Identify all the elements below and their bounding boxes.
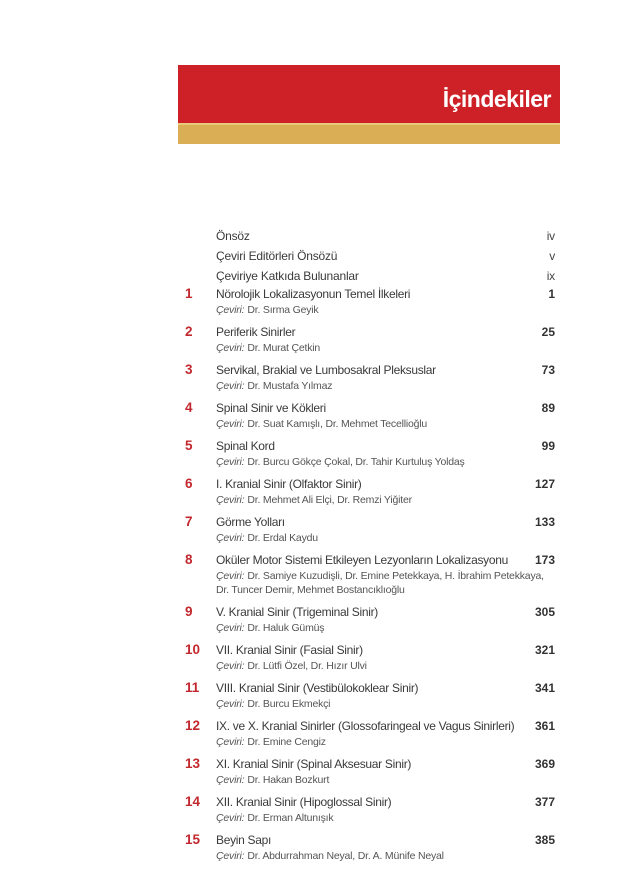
page-title: İçindekiler xyxy=(442,85,551,112)
translator-names: Dr. Mehmet Ali Elçi, Dr. Remzi Yiğiter xyxy=(247,494,412,506)
front-matter-page-number: v xyxy=(549,249,555,263)
translator-label: Çeviri: xyxy=(216,622,245,634)
chapter-number: 11 xyxy=(185,680,200,695)
chapter-number: 3 xyxy=(185,362,193,377)
chapter-entry xyxy=(185,362,555,393)
chapter-number: 12 xyxy=(185,718,201,733)
chapter-entry xyxy=(185,794,555,825)
chapter-page-number: 25 xyxy=(541,325,555,339)
translator-label: Çeviri: xyxy=(216,380,245,392)
chapter-title: Spinal Sinir ve Kökleri xyxy=(216,401,326,415)
chapter-translator-line xyxy=(216,493,555,507)
chapter-entry xyxy=(185,286,555,317)
translator-names: Dr. Burcu Gökçe Çokal, Dr. Tahir Kurtuluş Yoldaş xyxy=(247,456,465,468)
chapter-translator-line xyxy=(216,531,555,545)
header-red-bar xyxy=(178,65,560,123)
chapter-translator-line xyxy=(216,659,555,673)
chapter-title-row xyxy=(185,756,555,772)
translator-names: Dr. Suat Kamışlı, Dr. Mehmet Tecellioğlu xyxy=(247,418,428,430)
chapter-entry xyxy=(185,832,555,863)
chapter-title: XI. Kranial Sinir (Spinal Aksesuar Sinir) xyxy=(216,757,412,771)
chapter-page-number: 89 xyxy=(541,401,555,415)
front-matter-page-number: ix xyxy=(546,269,555,283)
chapter-number: 2 xyxy=(185,324,193,339)
translator-names: Dr. Sırma Geyik xyxy=(247,304,319,316)
toc-list xyxy=(185,226,555,870)
translator-names: Dr. Abdurrahman Neyal, Dr. A. Münife Neyal xyxy=(247,850,444,862)
chapter-title-row xyxy=(185,832,555,848)
chapter-title: VII. Kranial Sinir (Fasial Sinir) xyxy=(216,643,363,657)
chapter-entry xyxy=(185,476,555,507)
chapter-title-row xyxy=(185,794,555,810)
translator-names: Dr. Erdal Kaydu xyxy=(247,532,318,544)
chapter-page-number: 127 xyxy=(534,477,555,491)
chapter-number: 4 xyxy=(185,400,193,415)
translator-label: Çeviri: xyxy=(216,570,245,582)
chapter-title: Spinal Kord xyxy=(216,439,275,453)
chapter-page-number: 99 xyxy=(541,439,555,453)
translator-label: Çeviri: xyxy=(216,456,245,468)
chapter-translator-line xyxy=(216,417,555,431)
chapter-translator-line xyxy=(216,621,555,635)
chapter-page-number: 321 xyxy=(534,643,555,657)
chapter-translator-line xyxy=(216,569,555,597)
chapter-translator-line xyxy=(216,697,555,711)
chapter-title-row xyxy=(185,476,555,492)
front-matter-page-number: iv xyxy=(546,229,555,243)
chapter-entry xyxy=(185,604,555,635)
header-gold-bar xyxy=(178,123,560,144)
chapter-title: IX. ve X. Kranial Sinirler (Glossofaringeal ve Vagus Sinirleri) xyxy=(216,719,515,733)
chapter-translator-line xyxy=(216,455,555,469)
chapter-number: 8 xyxy=(185,552,193,567)
chapter-title: XII. Kranial Sinir (Hipoglossal Sinir) xyxy=(216,795,392,809)
translator-label: Çeviri: xyxy=(216,532,245,544)
translator-label: Çeviri: xyxy=(216,736,245,748)
chapter-title: VIII. Kranial Sinir (Vestibülokoklear Sinir) xyxy=(216,681,419,695)
chapter-title: Görme Yolları xyxy=(216,515,285,529)
front-matter-section xyxy=(185,226,555,286)
chapters-section xyxy=(185,286,555,863)
translator-label: Çeviri: xyxy=(216,494,245,506)
front-matter-row xyxy=(216,266,555,286)
chapter-title: I. Kranial Sinir (Olfaktor Sinir) xyxy=(216,477,362,491)
chapter-page-number: 1 xyxy=(548,287,555,301)
chapter-title-row xyxy=(185,286,555,302)
translator-label: Çeviri: xyxy=(216,418,245,430)
chapter-entry xyxy=(185,438,555,469)
chapter-entry xyxy=(185,514,555,545)
chapter-title: Oküler Motor Sistemi Etkileyen Lezyonların Lokalizasyonu xyxy=(216,553,509,567)
translator-names: Dr. Mustafa Yılmaz xyxy=(247,380,333,392)
translator-names: Dr. Haluk Gümüş xyxy=(247,622,325,634)
chapter-number: 10 xyxy=(185,642,201,657)
chapter-entry xyxy=(185,718,555,749)
front-matter-label: Çeviriye Katkıda Bulunanlar xyxy=(216,269,359,283)
chapter-number: 15 xyxy=(185,832,201,847)
chapter-translator-line xyxy=(216,303,555,317)
chapter-number: 6 xyxy=(185,476,193,491)
translator-names: Dr. Erman Altunışık xyxy=(247,812,334,824)
translator-names: Dr. Hakan Bozkurt xyxy=(247,774,330,786)
chapter-page-number: 369 xyxy=(534,757,555,771)
chapter-title-row xyxy=(185,362,555,378)
chapter-translator-line xyxy=(216,735,555,749)
chapter-translator-line xyxy=(216,379,555,393)
chapter-title: Nörolojik Lokalizasyonun Temel İlkeleri xyxy=(216,287,411,301)
chapter-title-row xyxy=(185,324,555,340)
translator-names: Dr. Lütfi Özel, Dr. Hızır Ulvi xyxy=(247,660,367,672)
chapter-entry xyxy=(185,756,555,787)
chapter-number: 1 xyxy=(185,286,193,301)
chapter-page-number: 377 xyxy=(534,795,555,809)
chapter-title-row xyxy=(185,718,555,734)
chapter-page-number: 305 xyxy=(534,605,555,619)
chapter-entry xyxy=(185,400,555,431)
chapter-page-number: 385 xyxy=(534,833,555,847)
chapter-entry xyxy=(185,680,555,711)
chapter-page-number: 341 xyxy=(534,681,555,695)
chapter-title-row xyxy=(185,552,555,568)
translator-label: Çeviri: xyxy=(216,342,245,354)
chapter-title-row xyxy=(185,400,555,416)
chapter-number: 13 xyxy=(185,756,201,771)
chapter-page-number: 173 xyxy=(534,553,555,567)
chapter-page-number: 361 xyxy=(534,719,555,733)
translator-label: Çeviri: xyxy=(216,774,245,786)
translator-label: Çeviri: xyxy=(216,304,245,316)
translator-label: Çeviri: xyxy=(216,660,245,672)
front-matter-label: Çeviri Editörleri Önsözü xyxy=(216,249,338,263)
chapter-number: 5 xyxy=(185,438,193,453)
chapter-entry xyxy=(185,552,555,597)
chapter-number: 9 xyxy=(185,604,193,619)
chapter-title-row xyxy=(185,514,555,530)
chapter-title-row xyxy=(185,680,555,696)
front-matter-row xyxy=(216,246,555,266)
chapter-page-number: 133 xyxy=(534,515,555,529)
chapter-title-row xyxy=(185,642,555,658)
chapter-number: 7 xyxy=(185,514,193,529)
translator-names: Dr. Murat Çetkin xyxy=(247,342,321,354)
translator-names: Dr. Emine Cengiz xyxy=(247,736,326,748)
chapter-title: Periferik Sinirler xyxy=(216,325,296,339)
chapter-title-row xyxy=(185,438,555,454)
translator-names: Dr. Burcu Ekmekçi xyxy=(247,698,331,710)
translator-label: Çeviri: xyxy=(216,698,245,710)
translator-label: Çeviri: xyxy=(216,850,245,862)
chapter-title: V. Kranial Sinir (Trigeminal Sinir) xyxy=(216,605,379,619)
chapter-title: Servikal, Brakial ve Lumbosakral Pleksuslar xyxy=(216,363,436,377)
translator-label: Çeviri: xyxy=(216,812,245,824)
front-matter-row xyxy=(216,226,555,246)
chapter-number: 14 xyxy=(185,794,201,809)
chapter-title: Beyin Sapı xyxy=(216,833,272,847)
chapter-title-row xyxy=(185,604,555,620)
chapter-translator-line xyxy=(216,773,555,787)
translator-names: Dr. Samiye Kuzudişli, Dr. Emine Petekkaya, H. İbrahim Petekkaya, Dr. Tuncer Demir, Mehmet Bostancıklıoğlu xyxy=(216,570,544,596)
chapter-page-number: 73 xyxy=(541,363,555,377)
chapter-translator-line xyxy=(216,811,555,825)
chapter-entry xyxy=(185,324,555,355)
front-matter-label: Önsöz xyxy=(216,229,250,243)
chapter-translator-line xyxy=(216,849,555,863)
chapter-entry xyxy=(185,642,555,673)
chapter-translator-line xyxy=(216,341,555,355)
